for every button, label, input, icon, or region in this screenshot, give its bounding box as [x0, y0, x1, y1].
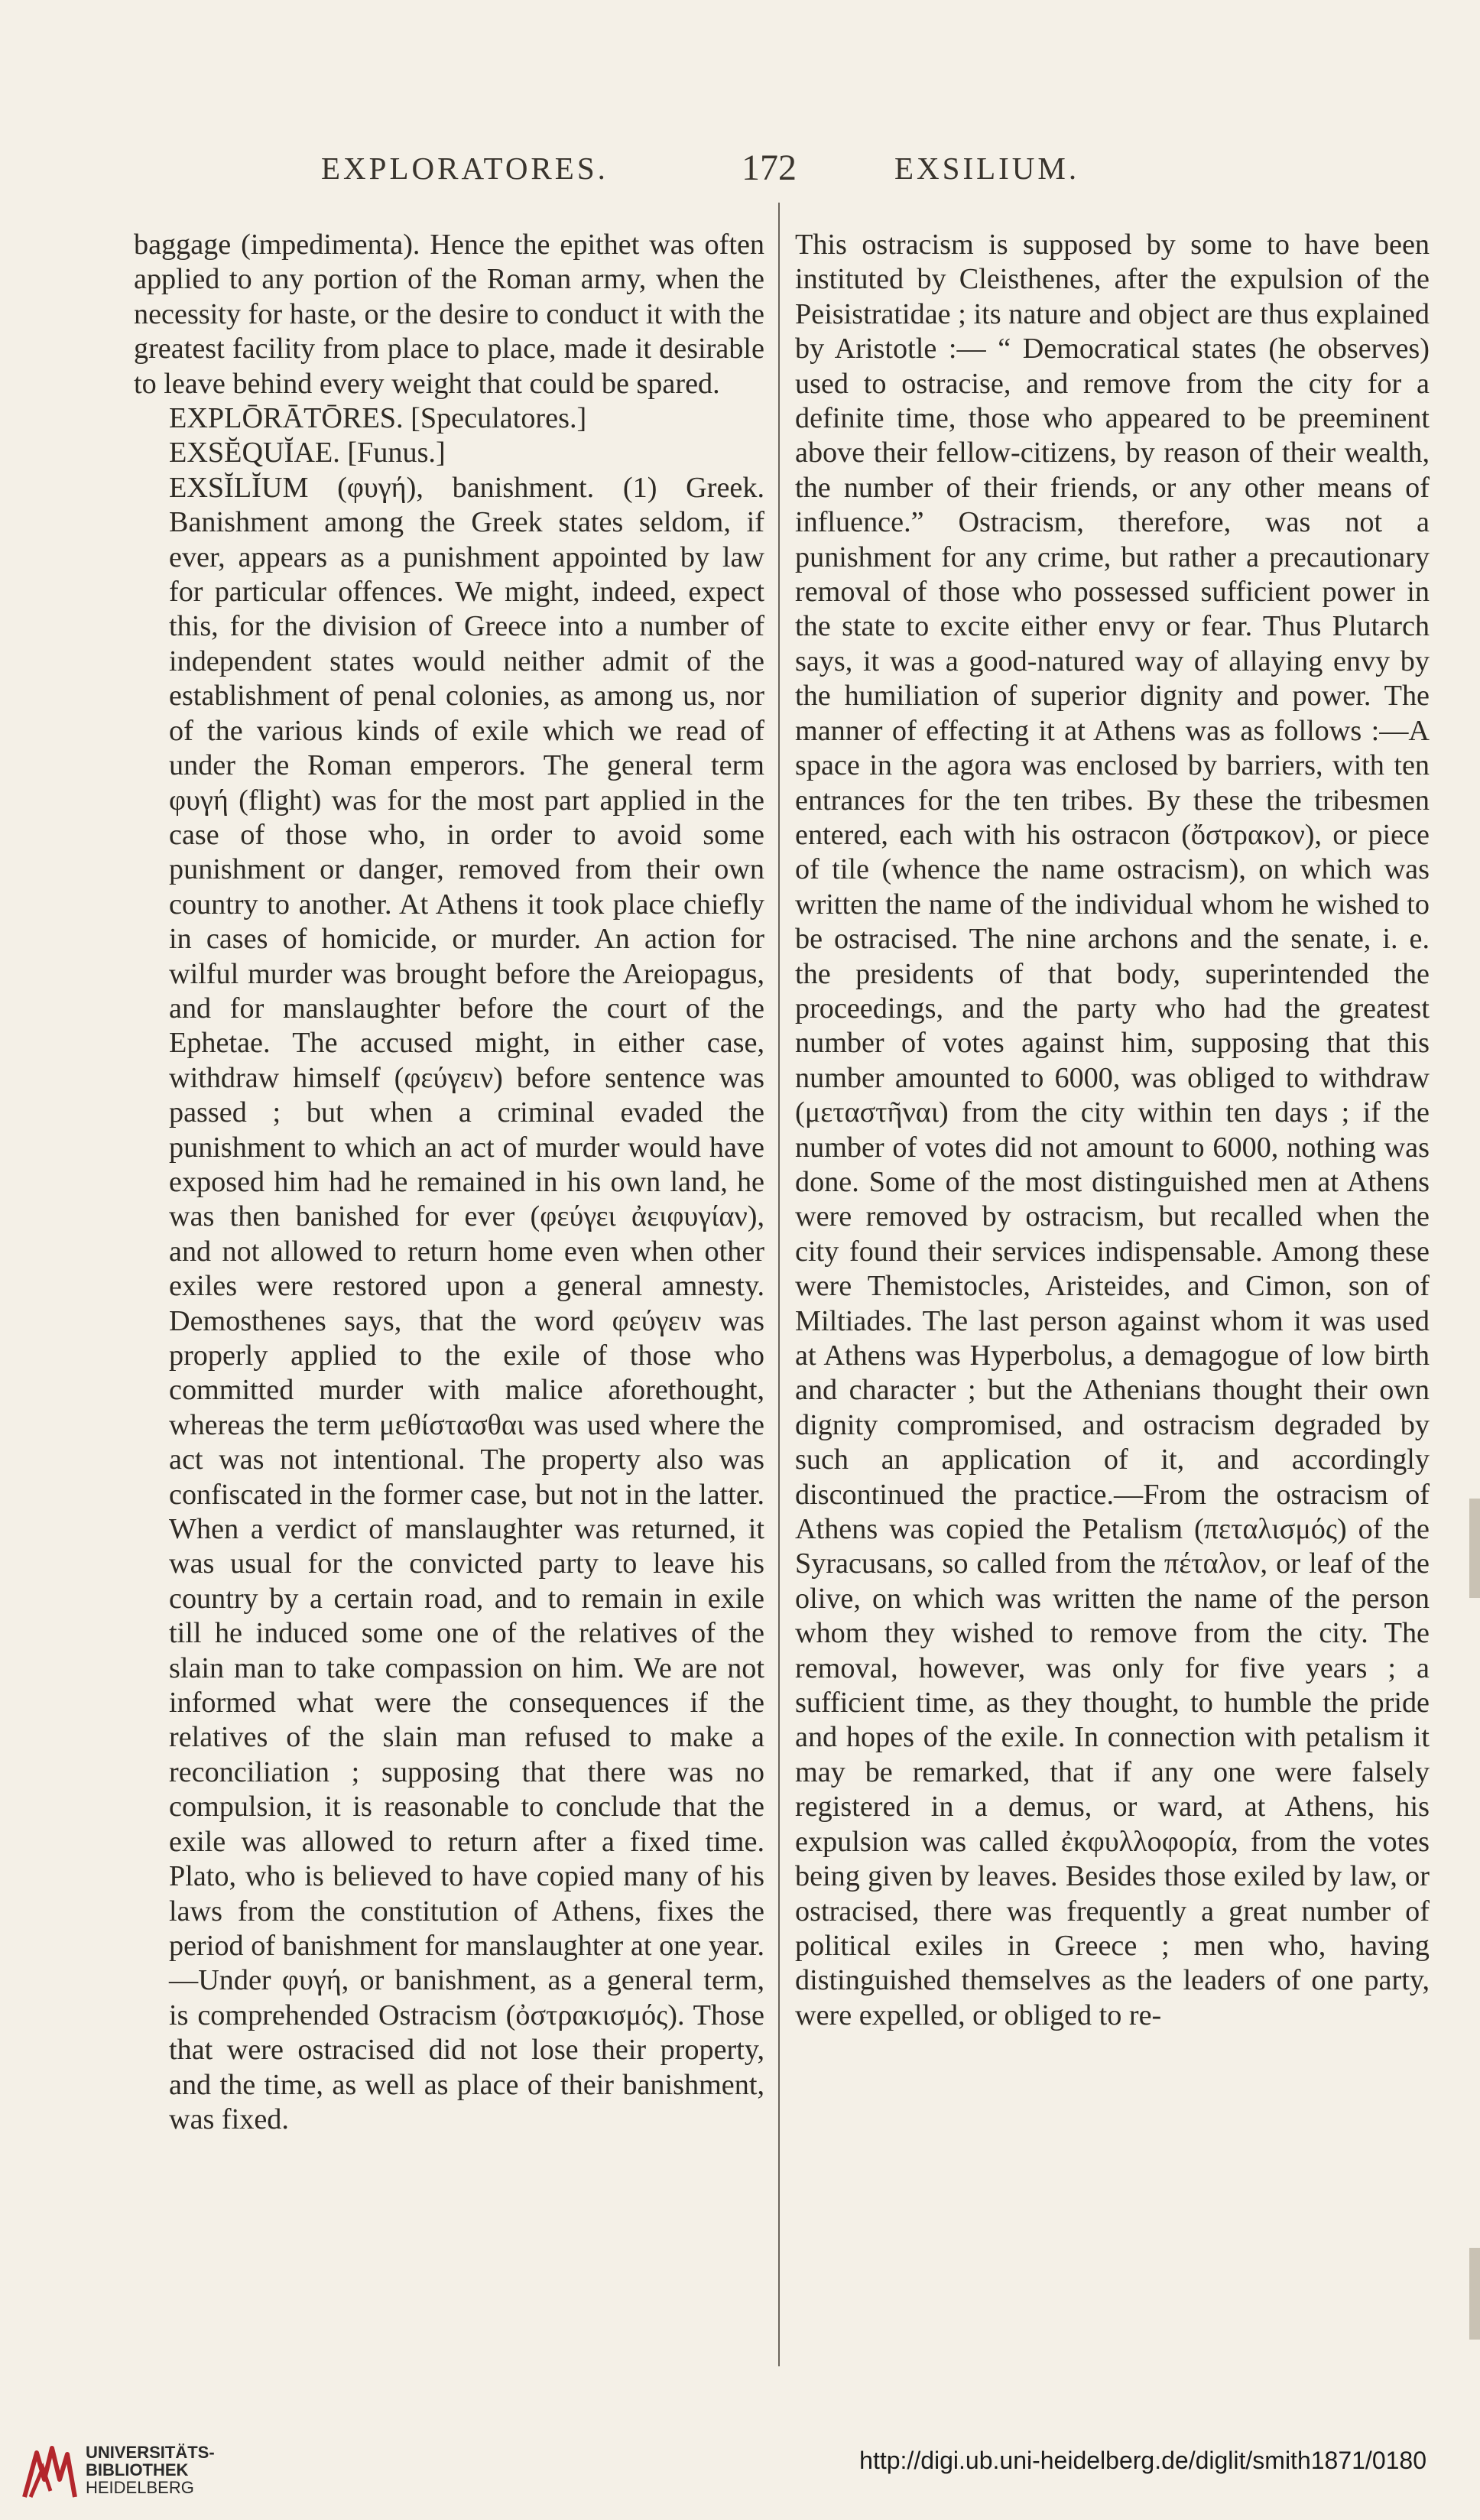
- entry-exploratores: EXPLŌRĀTŌRES. [Speculatores.]: [169, 402, 587, 435]
- library-name: [86, 2444, 215, 2496]
- running-header: [130, 150, 1430, 203]
- column-divider: [778, 203, 780, 2366]
- right-column: [795, 228, 1430, 2033]
- header-right-word: EXSILIUM.: [894, 151, 1080, 186]
- page-number: 172: [742, 148, 797, 188]
- library-line-2: BIBLIOTHEK: [86, 2460, 189, 2479]
- page-edge-mark: [1469, 1499, 1480, 1598]
- left-column: [134, 228, 764, 2137]
- paragraph-ostracism: This ostracism is supposed by some to have been instituted by Cleisthenes, after the expulsion of the Peisistratidae ; its nature and object are thus explained by Aristotle :— “ Democratical states (he observes) used to ostracise, and remove from the city for a definite time, those who appeared to be preeminent above their fellow-citizens, by reason of their wealth, the number of their friends, or any other means of influence.” Ostracism, therefore, was not a punishment for any crime, but rather a precautionary removal of those who possessed sufficient power in the state to excite either envy or fear. Thus Plutarch says, it was a good-natured way of allaying envy by the humiliation of superior dignity and power. The manner of effecting it at Athens was as follows :—A space in the agora was enclosed by barriers, with ten entrances for the ten tribes. By these the tribesmen entered, each with his ostracon (ὄστρακον), or piece of tile (whence the name ostracism), on which was written the name of the individual whom he wished to be ostracised. The nine archons and the senate, i. e. the presidents of that body, superintended the proceedings, and the party who had the greatest number of votes against him, supposing that this number amounted to 6000, was obliged to withdraw (μεταστῆναι) from the city within ten days ; if the number of votes did not amount to 6000, nothing was done. Some of the most distinguished men at Athens were removed by ostracism, but recalled when the city found their services indispensable. Among these were Themistocles, Aristeides, and Cimon, son of Miltiades. The last person against whom it was used at Athens was Hyperbolus, a demagogue of low birth and character ; but the Athenians thought their own dignity compromised, and ostracism degraded by such an application of it, and accordingly discontinued the practice.—From the ostracism of Athens was copied the Petalism (πεταλισμός) of the Syracusans, so called from the πέταλον, or leaf of the olive, on which was written the name of the person whom they wished to remove from the city. The removal, however, was only for five years ; a sufficient time, as they thought, to humble the pride and hopes of the exile. In connection with petalism it may be remarked, that if any one were falsely registered in a demus, or ward, at Athens, his expulsion was called ἐκφυλλοφορία, from the votes being given by leaves. Besides those exiled by law, or ostracised, there was frequently a great number of political exiles in Greece ; men who, having distinguished themselves as the leaders of one party, were expelled, or obliged to re-: [795, 229, 1430, 2031]
- entry-exsequiae: EXSĔQUĬAE. [Funus.]: [169, 437, 446, 469]
- library-line-1: UNIVERSITÄTS-: [86, 2443, 215, 2462]
- library-line-3: HEIDELBERG: [86, 2478, 194, 2497]
- entry-exsilium: EXSĬLĬUM (φυγή), banishment. (1) Greek. Banishment among the Greek states seldom, if ever, appears as a punishment appointed by law for particular offences. We might, indeed, expect this, for the division of Greece into a number of independent states would neither admit of the establishment of penal colonies, as among us, nor of the various kinds of exile which we read of under the Roman emperors. The general term φυγή (flight) was for the most part applied in the case of those who, in order to avoid some punishment or danger, removed from their own country to another. At Athens it took place chiefly in cases of homicide, or murder. An action for wilful murder was brought before the Areiopagus, and for manslaughter before the court of the Ephetae. The accused might, in either case, withdraw himself (φεύγειν) before sentence was passed ; but when a criminal evaded the punishment to which an act of murder would have exposed him had he remained in his own land, he was then banished for ever (φεύγει ἀειφυγίαν), and not allowed to return home even when other exiles were restored upon a general amnesty. Demosthenes says, that the word φεύγειν was properly applied to the exile of those who committed murder with malice aforethought, whereas the term μεθίστασθαι was used where the act was not intentional. The property also was confiscated in the former case, but not in the latter. When a verdict of manslaughter was returned, it was usual for the convicted party to leave his country by a certain road, and to remain in exile till he induced some one of the relatives of the slain man to take compassion on him. We are not informed what were the consequences if the relatives of the slain man refused to make a reconciliation ; supposing that there was no compulsion, it is reasonable to conclude that the exile was allowed to return after a fixed time. Plato, who is believed to have copied many of his laws from the constitution of Athens, fixes the period of banishment for manslaughter at one year.—Under φυγή, or banishment, as a general term, is comprehended Ostracism (ὀστρακισμός). Those that were ostracised did not lose their property, and the time, as well as place of their banishment, was fixed.: [169, 471, 764, 2135]
- source-url-link[interactable]: http://digi.ub.uni-heidelberg.de/diglit/smith1871/0180: [859, 2447, 1426, 2474]
- header-left-word: EXPLORATORES.: [321, 151, 609, 186]
- university-library-logo-icon: [14, 2437, 83, 2506]
- paragraph-baggage: baggage (impedimenta). Hence the epithet was often applied to any portion of the Roman army, when the necessity for haste, or the desire to conduct it with the greatest facility from place to place, made it desirable to leave behind every weight that could be spared.: [134, 229, 764, 400]
- page-edge-mark: [1469, 2248, 1480, 2340]
